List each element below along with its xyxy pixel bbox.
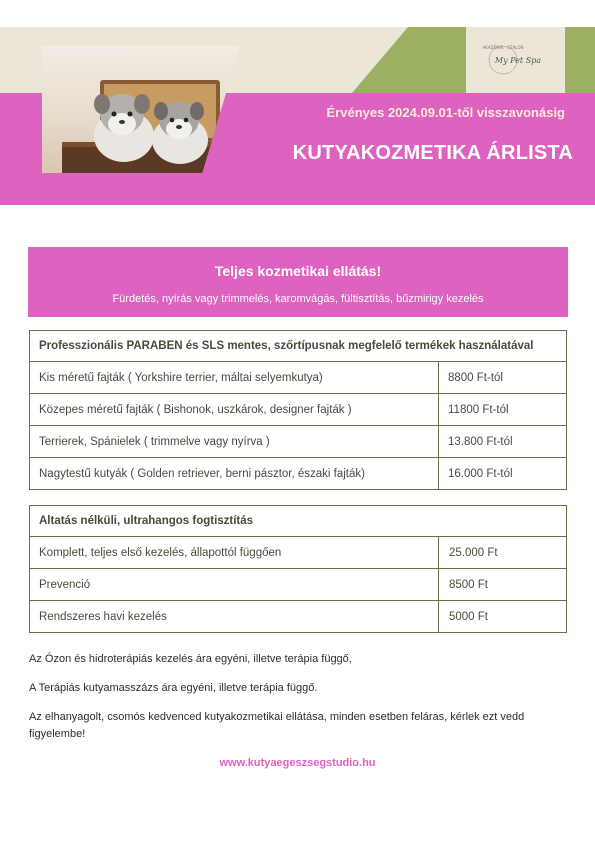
row-label: Komplett, teljes első kezelés, állapottól függően <box>30 537 439 569</box>
table-row <box>30 569 567 601</box>
row-label: Terrierek, Spánielek ( trimmelve vagy nyírva ) <box>30 426 439 458</box>
table-row <box>30 362 567 394</box>
table-row <box>30 394 567 426</box>
row-price: 13.800 Ft-tól <box>439 426 567 458</box>
table-header-row <box>30 506 567 537</box>
row-label: Prevenció <box>30 569 439 601</box>
table-header-row <box>30 331 567 362</box>
note-ozone: Az Ózon és hidroterápiás kezelés ára egyéni, illetve terápia függő, <box>29 653 352 665</box>
table-row <box>30 426 567 458</box>
row-label: Közepes méretű fajták ( Bishonok, uszkárok, designer fajták ) <box>30 394 439 426</box>
table-row <box>30 537 567 569</box>
row-price: 8800 Ft-tól <box>439 362 567 394</box>
svg-text:My Pet Spa: My Pet Spa <box>494 56 541 65</box>
row-price: 25.000 Ft <box>439 537 567 569</box>
row-label: Rendszeres havi kezelés <box>30 601 439 633</box>
row-price: 5000 Ft <box>439 601 567 633</box>
dental-price-table <box>29 505 567 633</box>
table-row <box>30 458 567 490</box>
table-row <box>30 601 567 633</box>
row-price: 11800 Ft-tól <box>439 394 567 426</box>
row-label: Nagytestű kutyák ( Golden retriever, berni pásztor, északi fajták) <box>30 458 439 490</box>
website-link[interactable]: www.kutyaegeszsegstudio.hu <box>219 757 376 769</box>
row-price: 16.000 Ft-tól <box>439 458 567 490</box>
table-header: Professzionális PARABEN és SLS mentes, szőrtípusnak megfelelő termékek használatával <box>30 331 567 362</box>
logo <box>466 27 565 93</box>
row-label: Kis méretű fajták ( Yorkshire terrier, máltai selyemkutya) <box>30 362 439 394</box>
page-title: KUTYAKOZMETIKA ÁRLISTA <box>292 142 573 164</box>
note-surcharge: Az elhanyagolt, csomós kedvenced kutyakozmetikai ellátása, minden esetben feláras, kérlek ezt vedd figyelembe! <box>29 711 525 740</box>
logo-mark <box>476 40 556 80</box>
table-header: Altatás nélküli, ultrahangos fogtisztítás <box>30 506 567 537</box>
svg-text:AKADÉMIA · SZALON: AKADÉMIA · SZALON <box>481 45 524 50</box>
row-price: 8500 Ft <box>439 569 567 601</box>
validity-text: Érvényes 2024.09.01-től visszavonásig <box>326 105 565 120</box>
grooming-price-table <box>29 330 567 490</box>
service-box <box>28 247 568 317</box>
service-heading: Teljes kozmetikai ellátás! <box>214 263 382 279</box>
note-massage: A Terápiás kutyamasszázs ára egyéni, illetve terápia függő. <box>29 682 318 694</box>
service-subheading: Fürdetés, nyírás vagy trimmelés, karomvágás, fültisztítás, bűzmirigy kezelés <box>112 293 484 305</box>
